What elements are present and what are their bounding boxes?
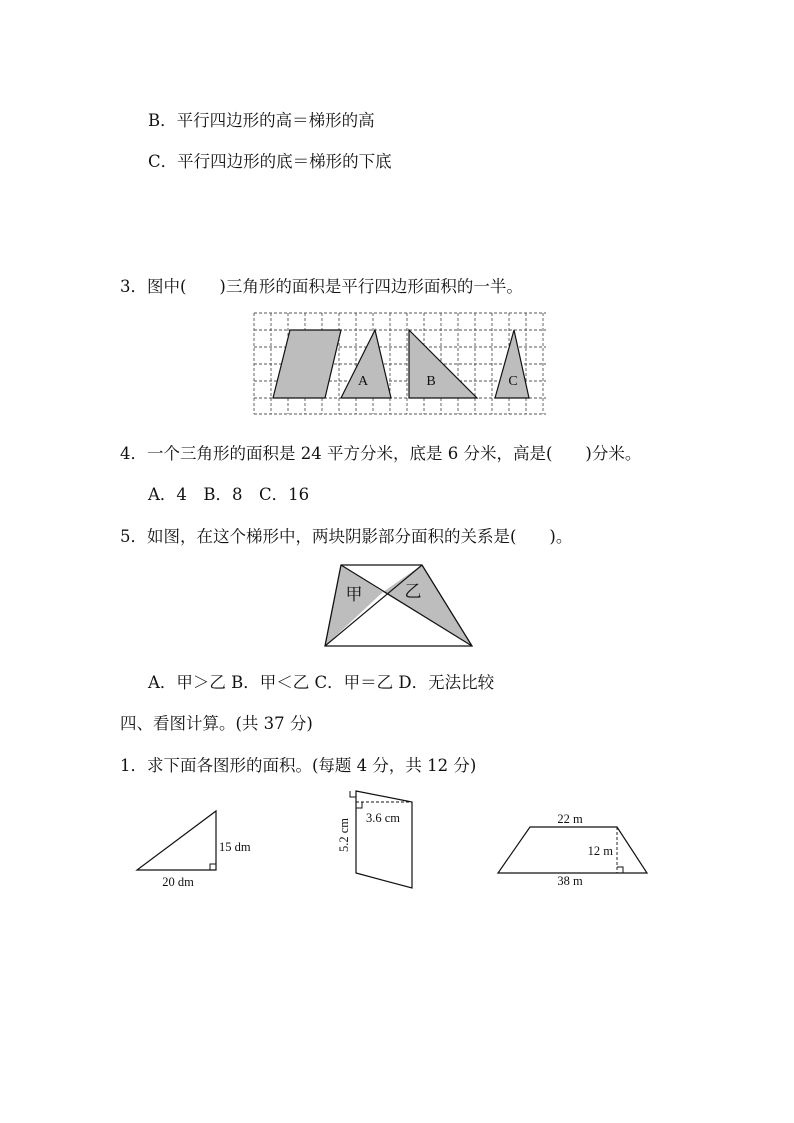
trapezoid-height-label: 12 m — [587, 844, 613, 858]
trapezoid-top-label: 22 m — [557, 812, 583, 826]
q5-trapezoid-figure — [320, 560, 480, 652]
q4-options: A．4 B．8 C．16 — [148, 485, 310, 504]
trapezoid-figure — [490, 808, 655, 893]
right-angle-mark — [356, 802, 362, 808]
right-angle-mark — [210, 864, 216, 870]
parallelogram-figure — [335, 787, 425, 892]
label-jia: 甲 — [345, 585, 363, 605]
q5-options: A．甲＞乙 B．甲＜乙 C．甲＝乙 D．无法比较 — [148, 673, 495, 692]
parallelogram-side-label: 5.2 cm — [337, 817, 351, 853]
parallelogram-shape — [273, 330, 341, 398]
q5-stem: 5．如图，在这个梯形中，两块阴影部分面积的关系是( )。 — [120, 527, 573, 546]
triangle-height-label: 15 dm — [219, 840, 251, 854]
right-angle-mark-top — [350, 791, 356, 797]
right-triangle-figure — [130, 805, 260, 895]
shaded-triangle-right — [383, 565, 472, 646]
right-triangle-shape — [137, 811, 216, 870]
q2-option-b: B．平行四边形的高＝梯形的高 — [148, 111, 375, 130]
q2-option-c: C．平行四边形的底＝梯形的下底 — [148, 152, 392, 171]
q3-grid-figure — [250, 309, 550, 417]
section4-title: 四、看图计算。(共 37 分) — [120, 714, 313, 733]
parallelogram-height-label: 3.6 cm — [365, 811, 401, 825]
section4-q1: 1．求下面各图形的面积。(每题 4 分，共 12 分) — [120, 756, 477, 775]
trapezoid-bottom-label: 38 m — [557, 874, 583, 888]
q3-stem: 3．图中( )三角形的面积是平行四边形面积的一半。 — [120, 277, 523, 296]
parallelogram-outline — [356, 791, 412, 888]
triangle-b-label: B — [426, 374, 436, 389]
triangle-c-label: C — [508, 374, 518, 389]
triangle-base-label: 20 dm — [162, 875, 194, 889]
q4-stem: 4．一个三角形的面积是 24 平方分米，底是 6 分米，高是( )分米。 — [120, 444, 642, 463]
trapezoid-outline — [498, 827, 647, 873]
right-angle-mark — [617, 867, 623, 873]
triangle-a-label: A — [357, 374, 369, 389]
label-yi: 乙 — [404, 582, 422, 602]
